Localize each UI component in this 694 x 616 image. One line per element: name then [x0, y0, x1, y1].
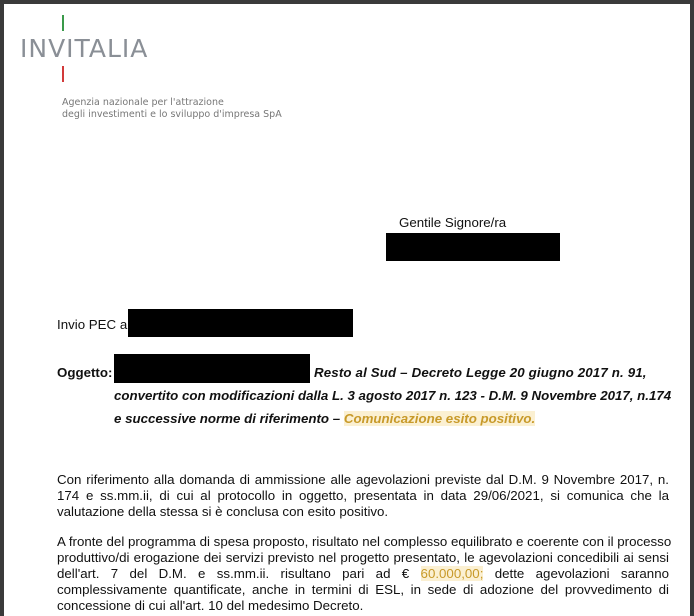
paragraph-2-line-amount	[57, 566, 669, 582]
paragraph-1-line: valutazione della stessa si è conclusa con esito positivo.	[57, 504, 389, 519]
letter-page	[4, 4, 690, 616]
subject-line-1: Resto al Sud – Decreto Legge 20 giugno 2017 n. 91,	[314, 365, 647, 380]
paragraph-2-line: complessivamente quantificate, anche in termini di ESL, in sede di adozione del provvedimento di	[57, 582, 669, 597]
redacted-protocol	[114, 354, 310, 383]
logo-subtitle-line2: degli investimenti e lo sviluppo d'impresa SpA	[62, 109, 282, 120]
subject-line-3-prefix: e successive norme di riferimento –	[114, 411, 344, 426]
logo-subtitle	[62, 97, 282, 121]
logo-red-bar	[62, 66, 64, 82]
pec-label: Invio PEC a	[57, 317, 128, 332]
redacted-name	[386, 233, 560, 261]
logo-green-bar	[62, 15, 64, 31]
paragraph-1-line: Con riferimento alla domanda di ammissione alle agevolazioni previste dal D.M. 9 Novembre 2017, n.	[57, 472, 669, 487]
grant-amount-highlight: 60.000,00;	[420, 566, 484, 581]
paragraph-2-line: A fronte del programma di spesa proposto, risultato nel complesso equilibrato e coerente con il processo	[57, 534, 672, 549]
paragraph-2	[57, 534, 672, 614]
outcome-highlight: Comunicazione esito positivo.	[343, 411, 536, 426]
amount-suffix: dette agevolazioni saranno	[483, 566, 669, 581]
subject-label: Oggetto:	[57, 365, 113, 380]
paragraph-2-line: produttivo/di erogazione dei servizi previsto nel progetto presentato, le agevolazioni concedibili ai sensi	[57, 550, 669, 565]
paragraph-1	[57, 472, 669, 520]
logo-subtitle-line1: Agenzia nazionale per l'attrazione	[62, 97, 224, 108]
redacted-pec-address	[128, 309, 353, 337]
amount-prefix: dell'art. 7 del D.M. e ss.mm.ii. risultano pari ad €	[57, 566, 421, 581]
greeting: Gentile Signore/ra	[399, 215, 507, 230]
paragraph-2-line: concessione di cui all'art. 10 del medesimo Decreto.	[57, 598, 364, 613]
paragraph-1-line: 174 e ss.mm.ii, di cui al protocollo in oggetto, presentata in data 29/06/2021, si comunica che la	[57, 488, 669, 503]
invitalia-logo: INVITALIA	[20, 34, 149, 63]
subject-line-3	[114, 411, 535, 426]
subject-line-2: convertito con modificazioni dalla L. 3 agosto 2017 n. 123 - D.M. 9 Novembre 2017, n.174	[114, 388, 672, 403]
